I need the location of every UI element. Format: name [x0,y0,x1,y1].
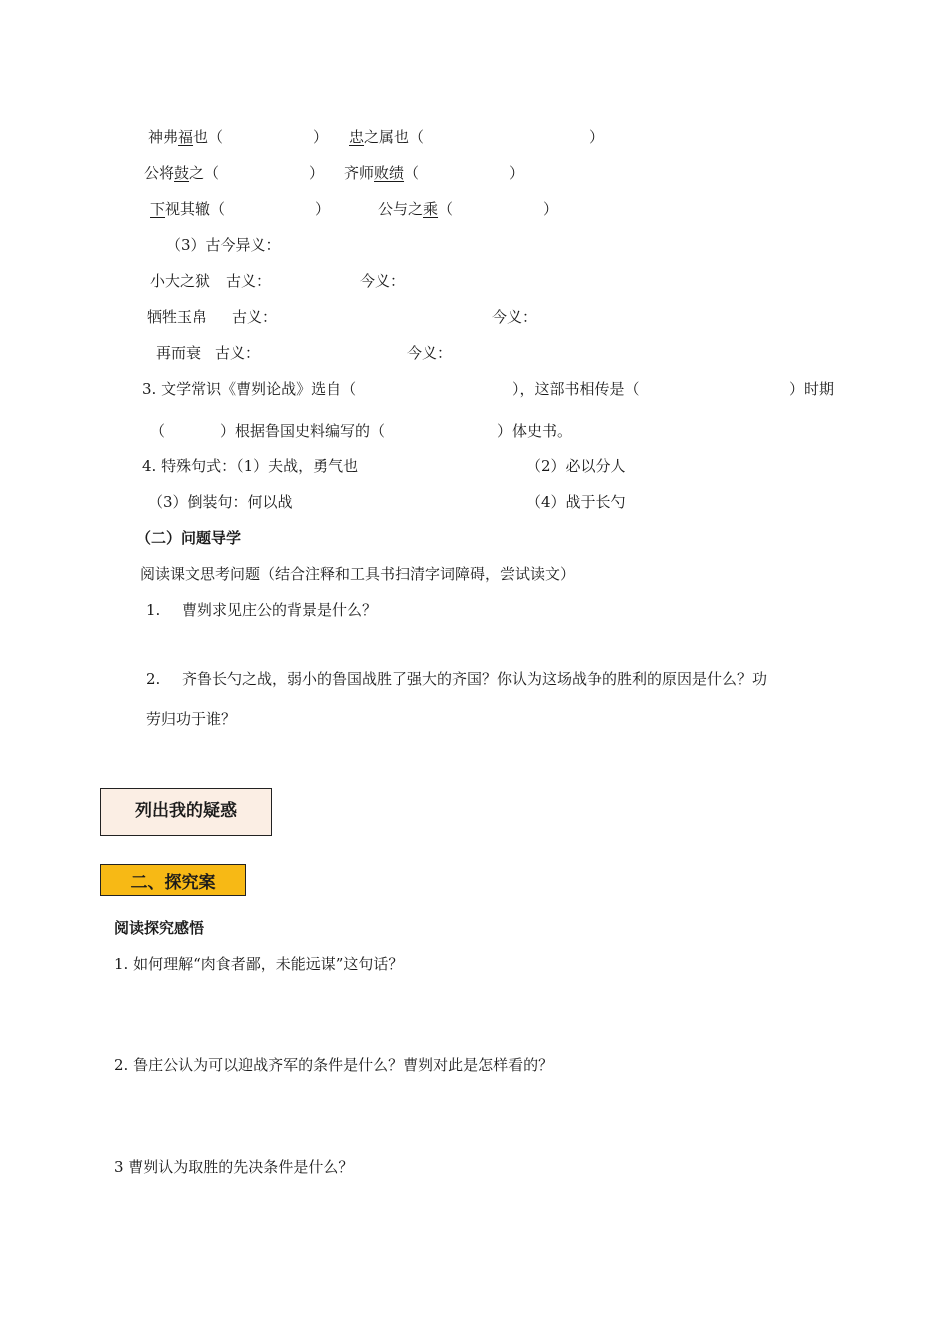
explore-box [100,864,246,896]
vocab-word: 乘 [423,200,439,218]
vocab-word: 败绩 [374,164,405,182]
doubts-box [100,788,272,836]
gujin-phrase: 小大之狱 [150,272,211,290]
guide-intro: 阅读课文思考问题（结合注释和工具书扫清字词障碍，尝试读文） [140,565,576,583]
gujin-gu-label: 古义： [215,344,261,362]
explore-q3: 3 曹刿认为取胜的先决条件是什么？ [114,1158,354,1176]
vocab-blank: （ ） [404,164,525,182]
sentence-item-2: （2）必以分人 [526,457,626,475]
guide-q1-number: 1. [146,601,161,619]
literature-line-1c: ）时期 [789,380,835,398]
vocab-text: 齐师 [344,164,375,182]
vocab-item [349,127,604,147]
literature-line-2a: （ [150,422,166,440]
vocab-word: 鼓 [174,164,190,182]
guide-q2-number: 2. [146,670,161,688]
doubts-box-label: 列出我的疑惑 [135,800,237,821]
gujin-phrase: 牺牲玉帛 [147,308,208,326]
vocab-item [148,127,328,147]
literature-line-2c: ）体史书。 [497,422,573,440]
vocab-word: 忠 [349,128,365,146]
gujin-gu-label: 古义： [232,308,278,326]
vocab-blank: 视其辙（ ） [165,200,331,218]
gujin-jin-label: 今义： [360,272,406,290]
literature-line-1a: 3. 文学常识《曹刿论战》选自（ [142,380,357,398]
vocab-text: 神弗 [148,128,179,146]
guide-heading: （二）问题导学 [136,529,242,547]
gujin-jin-label: 今义： [407,344,453,362]
explore-box-label: 二、探究案 [130,872,216,893]
literature-line-1b: ），这部书相传是（ [512,380,640,398]
vocab-text: 公与之 [378,200,424,218]
guide-q2-line2: 劳归功于谁？ [146,710,237,728]
gujin-phrase: 再而衰 [156,344,202,362]
explore-heading: 阅读探究感悟 [114,919,205,937]
vocab-blank: 也（ ） [193,128,329,146]
vocab-item [344,163,524,183]
vocab-word: 下 [150,200,166,218]
vocab-word: 福 [178,128,194,146]
vocab-blank: 之（ ） [189,164,325,182]
sentence-item-3: （3）倒装句：何以战 [148,493,293,511]
section-heading: （3）古今异义： [166,236,281,254]
guide-q1: 曹刿求见庄公的背景是什么？ [182,601,378,619]
vocab-blank: 之属也（ ） [364,128,605,146]
vocab-blank: （ ） [438,200,559,218]
literature-line-2b: ）根据鲁国史料编写的（ [220,422,386,440]
vocab-item [150,199,330,219]
explore-q2: 2. 鲁庄公认为可以迎战齐军的条件是什么？曹刿对此是怎样看的？ [114,1056,554,1074]
sentence-item-1: 4. 特殊句式：（1）夫战，勇气也 [142,457,359,475]
vocab-item [378,199,558,219]
explore-q1: 1. 如何理解“肉食者鄙，未能远谋”这句话？ [114,955,404,973]
vocab-item [144,163,324,183]
gujin-gu-label: 古义： [226,272,272,290]
guide-q2-line1: 齐鲁长勺之战，弱小的鲁国战胜了强大的齐国？你认为这场战争的胜利的原因是什么？功 [182,670,768,688]
vocab-text: 公将 [144,164,175,182]
sentence-item-4: （4）战于长勺 [526,493,626,511]
gujin-jin-label: 今义： [492,308,538,326]
